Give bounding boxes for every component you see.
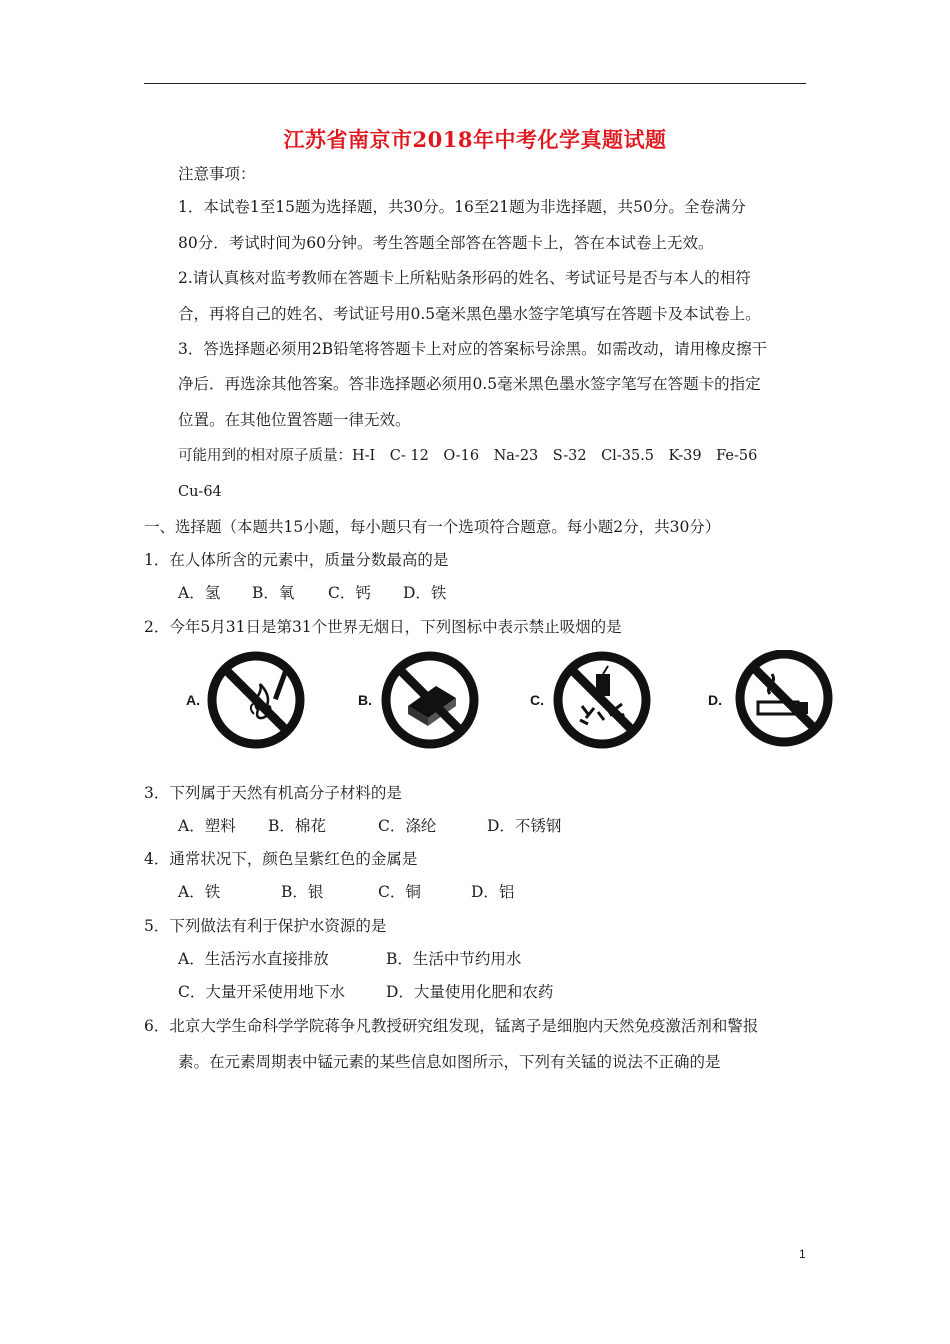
question-6-stem-line-2: 素。在元素周期表中锰元素的某些信息如图所示，下列有关锰的说法不正确的是 <box>178 1053 721 1071</box>
sign-d-label: D. <box>708 692 722 708</box>
question-3-stem: 3．下列属于天然有机高分子材料的是 <box>144 784 402 802</box>
question-4-stem: 4．通常状况下，颜色呈紫红色的金属是 <box>144 850 418 868</box>
q3-option-a: A．塑料 <box>178 817 236 835</box>
question-5-stem: 5．下列做法有利于保护水资源的是 <box>144 917 387 935</box>
note-1-line-2: 80分．考试时间为60分钟。考生答题全部答在答题卡上，答在本试卷上无效。 <box>178 234 714 252</box>
sign-c-label: C. <box>530 692 544 708</box>
question-2-stem: 2．今年5月31日是第31个世界无烟日，下列图标中表示禁止吸烟的是 <box>144 618 622 636</box>
q1-option-c: C．钙 <box>328 584 371 602</box>
question-1-stem: 1．在人体所含的元素中，质量分数最高的是 <box>144 551 449 569</box>
header-rule <box>144 83 806 84</box>
q5-option-c: C．大量开采使用地下水 <box>178 983 345 1001</box>
q1-option-a: A．氢 <box>178 584 221 602</box>
q5-option-a: A．生活污水直接排放 <box>178 950 329 968</box>
q4-option-a: A．铁 <box>178 883 221 901</box>
q5-option-b: B．生活中节约用水 <box>386 950 522 968</box>
q5-option-d: D．大量使用化肥和农药 <box>386 983 554 1001</box>
note-3-line-3: 位置。在其他位置答题一律无效。 <box>178 411 411 429</box>
question-6-stem-line-1: 6．北京大学生命科学学院蒋争凡教授研究组发现，锰离子是细胞内天然免疫激活剂和警报 <box>144 1017 759 1035</box>
sign-a-no-fire <box>186 650 346 750</box>
note-2-line-2: 合，再将自己的姓名、考试证号用0.5毫米黑色墨水签字笔填写在答题卡及本试卷上。 <box>178 305 761 323</box>
sign-d-no-smoking <box>708 650 868 750</box>
atomic-mass-line-1: 可能用到的相对原子质量：H-I C- 12 O-16 Na-23 S-32 Cl-35.5 K-39 Fe-56 <box>178 448 758 464</box>
q4-option-b: B．银 <box>281 883 324 901</box>
q3-option-d: D．不锈钢 <box>487 817 562 835</box>
note-3-line-1: 3．答选择题必须用2B铅笔将答题卡上对应的答案标号涂黑。如需改动，请用橡皮擦干 <box>178 340 768 358</box>
notes-heading: 注意事项： <box>178 165 256 183</box>
q1-option-d: D．铁 <box>403 584 447 602</box>
q3-option-c: C．涤纶 <box>378 817 437 835</box>
page-title: 江苏省南京市2018年中考化学真题试题 <box>283 127 667 152</box>
sign-a-label: A. <box>186 692 200 708</box>
sign-b-label: B. <box>358 692 372 708</box>
atomic-mass-line-2: Cu-64 <box>178 484 222 500</box>
q4-option-c: C．铜 <box>378 883 421 901</box>
section-heading: 一、选择题（本题共15小题，每小题只有一个选项符合题意。每小题2分，共30分） <box>144 518 721 536</box>
q1-option-b: B．氧 <box>252 584 295 602</box>
note-2-line-1: 2.请认真核对监考教师在答题卡上所粘贴条形码的姓名、考试证号是否与本人的相符 <box>178 269 751 287</box>
note-1-line-1: 1．本试卷1至15题为选择题，共30分。16至21题为非选择题，共50分。全卷满分 <box>178 198 746 216</box>
page-number: 1 <box>799 1247 806 1261</box>
sign-c-no-fireworks <box>530 650 690 750</box>
q3-option-b: B．棉花 <box>268 817 326 835</box>
sign-b-no-box <box>358 650 518 750</box>
note-3-line-2: 净后．再选涂其他答案。答非选择题必须用0.5毫米黑色墨水签字笔写在答题卡的指定 <box>178 375 761 393</box>
q4-option-d: D．铝 <box>471 883 515 901</box>
